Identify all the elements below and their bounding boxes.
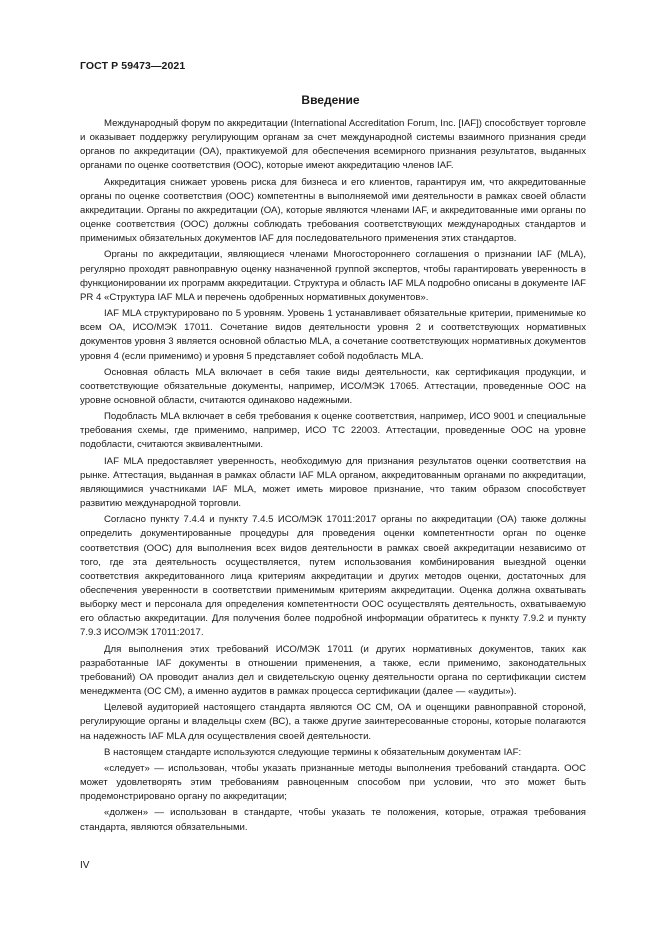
document-header: ГОСТ Р 59473—2021 <box>80 60 186 72</box>
paragraph: «следует» — использован, чтобы указать признанные методы выполнения требований стандарта. ООС может удовлетворять этим требованиям равноценным способом при условии, что это может быть продемонстрировано органу по аккредитации; <box>80 762 586 803</box>
paragraph: Международный форум по аккредитации (International Accreditation Forum, Inc. [IAF]) способствует торговле и оказывает поддержку регулирующим органам за счет международной системы взаимного признания среди органов по аккредитации (ОА), практикуемой для обеспечения всемирного признания результатов, выданных органами по оценке соответствия (ООС), которые имеют аккредитацию членов IAF. <box>80 118 586 172</box>
page-number: IV <box>80 860 90 871</box>
body-text <box>80 117 586 837</box>
paragraph: Для выполнения этих требований ИСО/МЭК 17011 (и других нормативных документов, таких как разработанные IAF документы в отношении применения, а также, если применимо, законодательных требований) ОА проводит анализ дел и свидетельскую оценку деятельности органа по сертификации систем менеджмента (ОС СМ), а именно аудитов в рамках процесса сертификации (далее — «аудиты»). <box>80 643 586 698</box>
paragraph: Аккредитация снижает уровень риска для бизнеса и его клиентов, гарантируя им, что аккредитованные органы по оценке соответствия (ООС) компетентны в выполняемой ими деятельности в рамках своей области аккредитации. Органы по аккредитации (ОА), которые являются членами IAF, и аккредитованные ими органы по оценке соответствия (ООС) должны соблюдать требования соответствующих международных стандартов и применимых обязательных документов IAF для последовательного применения этих стандартов. <box>80 176 586 245</box>
paragraph: IAF MLA предоставляет уверенность, необходимую для признания результатов оценки соответствия на рынке. Аттестация, выданная в рамках области IAF MLA органом, аккредитованным органами по аккредитации, являющимися участниками IAF MLA, может иметь мировое признание, что таким образом способствует развитию международной торговли. <box>80 455 586 510</box>
paragraph: В настоящем стандарте используются следующие термины к обязательным документам IAF: <box>104 746 522 758</box>
section-title: Введение <box>301 93 360 107</box>
paragraph: Органы по аккредитации, являющиеся членами Многостороннего соглашения о признании IAF (MLA), регулярно проходят равноправную оценку назначенной группой экспертов, чтобы гарантировать уверенность в функционировании их программ аккредитации. Структура и область IAF MLA подробно описаны в документе IAF PR 4 «Структура IAF MLA и перечень одобренных нормативных документов». <box>80 249 586 303</box>
paragraph: Подобласть MLA включает в себя требования к оценке соответствия, например, ИСО 9001 и специальные требования схемы, где применимо, например, ИСО ТС 22003. Аттестации, проведенные ООС на уровне подобласти, считаются эквивалентными. <box>80 411 586 451</box>
paragraph: Основная область MLA включает в себя такие виды деятельности, как сертификация продукции, и соответствующие обязательные документы, например, ИСО/МЭК 17065. Аттестации, проведенные ООС на уровне основной области, считаются одинаково надежными. <box>80 366 586 406</box>
paragraph: IAF MLA структурировано по 5 уровням. Уровень 1 устанавливает обязательные критерии, применимые ко всем ОА, ИСО/МЭК 17011. Сочетание видов деятельности уровня 2 и соответствующих нормативных документов уровня 3 является основной областью MLA, а сочетание соответствующих нормативных документов уровня 4 (если применимо) и уровня 5 представляет собой подобласть MLA. <box>80 308 586 362</box>
paragraph: Согласно пункту 7.4.4 и пункту 7.4.5 ИСО/МЭК 17011:2017 органы по аккредитации (ОА) также должны определить документированные процедуры для проведения оценки компетентности орган по оценке соответствия (ООС) для выполнения всех видов деятельности в рамках своей аккредитации независимо от того, где эта деятельность осуществляется, путем использования комбинирования выездной оценки соответствия аккредитованного лица критериям аккредитации и других методов оценки, достаточных для обеспечения уверенности в соответствии применимым критериям аккредитации. Оценка должна охватывать выборку мест и персонала для определения компетентности ООС осуществлять деятельность, охватываемую его областью аккредитации. Для получения более подробной информации обратитесь к пункту 7.9.2 и пункту 7.9.3 ИСО/МЭК 17011:2017. <box>80 514 586 639</box>
paragraph: «должен» — использован в стандарте, чтобы указать те положения, которые, отражая требования стандарта, являются обязательными. <box>80 807 586 833</box>
paragraph: Целевой аудиторией настоящего стандарта являются ОС СМ, ОА и оценщики равноправной стороной, регулирующие органы и владельцы схем (ВС), а также другие заинтересованные стороны, которые полагаются на надежность IAF MLA для осуществления своей деятельности. <box>80 702 586 742</box>
